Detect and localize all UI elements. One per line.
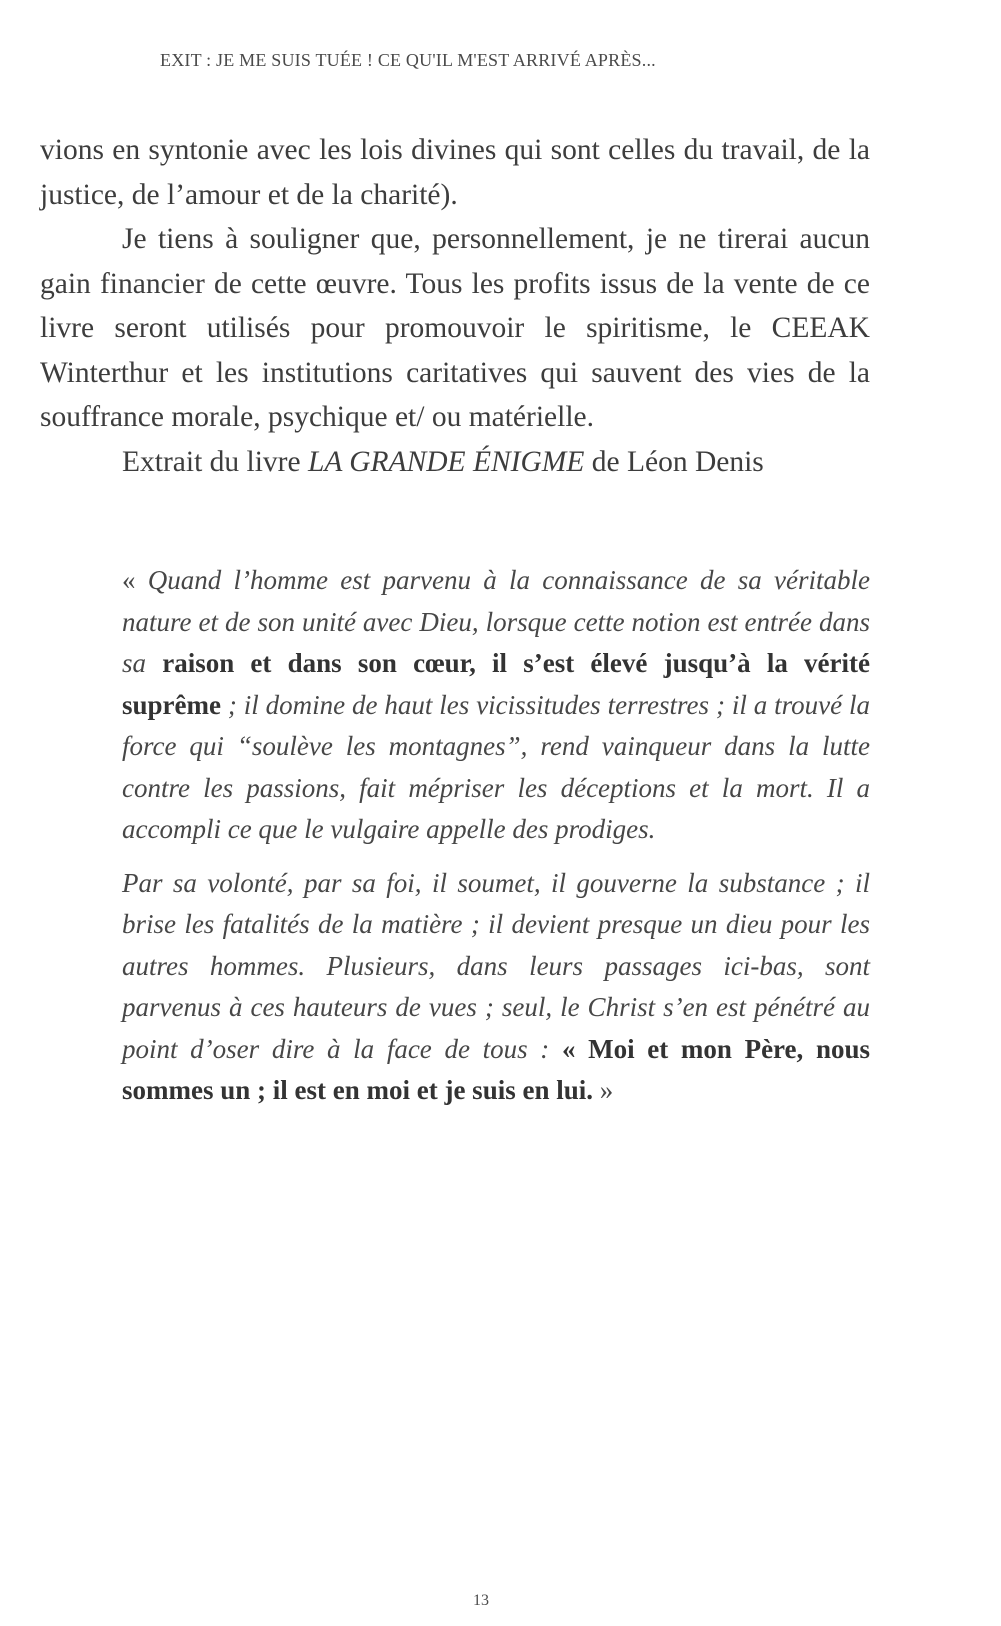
block-quote <box>122 560 870 1124</box>
quote-emphasis: raison et dans son cœur, il s’est élevé jusqu’à la vérité suprême <box>122 648 870 720</box>
book-title: LA GRANDE ÉNIGME <box>307 445 585 478</box>
closing-guillemet: » <box>592 1075 614 1105</box>
running-header: EXIT : JE ME SUIS TUÉE ! CE QU'IL M'EST ARRIVÉ APRÈS... <box>160 50 656 70</box>
reference-prefix: Extrait du livre <box>122 445 308 478</box>
body-text <box>40 128 870 484</box>
quote-text: ; il domine de haut les vicissitudes terrestres ; il a trouvé la force qui “soulève les montagnes”, rend vainqueur dans la lutte contre les passions, fait mépriser les déceptions et la mort. Il a accompli ce que le vulgaire appelle des prodiges. <box>122 689 870 844</box>
page-number: 13 <box>473 1592 489 1609</box>
book-reference <box>40 440 870 485</box>
quote-text: Par sa volonté, par sa foi, il soumet, il gouverne la substance ; il brise les fatalités de la matière ; il devient presque un dieu pour les autres hommes. Plusieurs, dans leurs passages ici-bas, sont parvenus à ces hauteurs de vues ; seul, le Christ s’en est pénétré au point d’oser dire à la face de tous : <box>122 867 870 1064</box>
quote-text: Quand l’homme est parvenu à la connaissance de sa véritable nature et de son unité avec Dieu, lorsque cette notion est entrée dans sa <box>122 565 870 678</box>
opening-guillemet: « <box>561 1033 589 1064</box>
body-paragraph: vions en syntonie avec les lois divines qui sont celles du travail, de la justice, de l’amour et de la charité). <box>40 134 870 211</box>
body-paragraph: Je tiens à souligner que, personnellement, je ne tirerai aucun gain financier de cette œuvre. Tous les profits issus de la vente de ce livre seront utilisés pour promouvoir le spiritisme, le CEEAK Winterthur et les institutions caritatives qui sauvent des vies de la souffrance morale, psychique et/ ou matérielle. <box>40 223 870 433</box>
opening-guillemet: « <box>122 565 148 595</box>
quote-emphasis: Moi et mon Père, nous sommes un ; il est en moi et je suis en lui. <box>122 1033 870 1105</box>
quote-paragraph <box>122 863 870 1112</box>
quote-paragraph <box>122 560 870 851</box>
reference-suffix: de Léon Denis <box>584 445 764 478</box>
